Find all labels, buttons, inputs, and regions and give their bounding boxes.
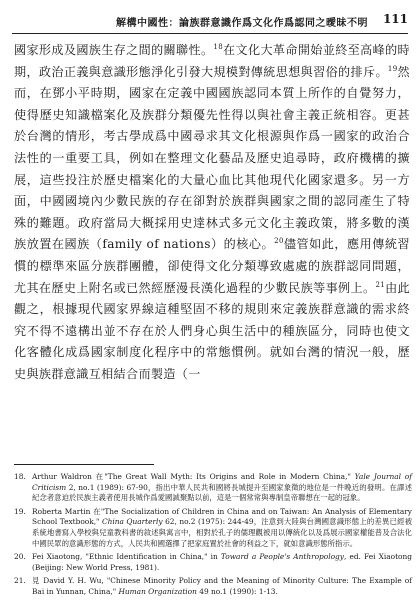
footnote-text: 見 David Y. H. Wu, "Chinese Minority Policy and the Meaning of Minority Culture: The Example of Bai in Yunnan, China," Human Organization 49 no.1 (1990): 1-13. <box>32 576 412 596</box>
body-segment: 由此觀之，根據現代國家界線這種堅固不移的規則來定義族群意識的需求終究不得不遠構出並不存在於人們身心與生活中的種族區分，同時也使文化客體化成爲國家制度化程序中的常態慣例。就如台灣的情況一般，歷史與族群意識互相結合而製造（一 <box>14 280 411 381</box>
body-segment: 國家形成及國族生存之間的關聯性。 <box>14 43 214 57</box>
footnote-ref-21[interactable]: 21 <box>375 280 386 289</box>
book-title: Toward a People's Anthropology <box>220 552 344 562</box>
journal-title: China Quarterly <box>101 517 163 527</box>
main-body-text <box>14 40 410 386</box>
footnote-18 <box>14 472 412 504</box>
footnote-19 <box>14 507 412 549</box>
page-header <box>0 0 420 36</box>
journal-title: Yale Journal of Criticism <box>32 472 412 492</box>
footnote-number: 18. <box>14 472 26 481</box>
footnote-number: 19. <box>14 506 26 516</box>
footnote-text: Fei Xiaotong, "Ethnic Identification in China," in Toward a People's Anthropology, ed. Fei Xiaotong (Beijing: New World Press, 1981). <box>32 552 412 572</box>
running-title: 解構中國性：論族群意識作爲文化作爲認同之曖昧不明 <box>116 18 368 29</box>
header-rule <box>12 33 408 34</box>
footnote-ref-19[interactable]: 19 <box>387 64 398 73</box>
body-segment: 在文化大革命開始並終至高峰的時期，政治正義與意識形態淨化引發大規模對傳統思想與習俗的排斥。 <box>14 43 410 79</box>
footnote-20 <box>14 552 412 573</box>
body-segment: 儘管如此，應用傳統習慣的標準來區分族群團體，卻使得文化分類導致處處的族群認同問題，尤其在歷史上附名或已然經歷漫長漢化過程的少數民族等事例上。 <box>14 237 410 295</box>
footnote-number: 20. <box>14 552 26 562</box>
footnote-ref-20[interactable]: 20 <box>274 237 284 246</box>
footnote-ref-18[interactable]: 18 <box>213 42 224 51</box>
footnote-21 <box>14 576 412 597</box>
footnote-text: Roberta Martin 在"The Socialization of Children in China and on Taiwan: An Analysis of Elementary School Textbook," China Quarterly 62, no.2 (1975): 244-49，注意到大陸與台灣國意識形態上的差異已經被系統地書寫入學校與兒童教科書的敘述與寓言中，相對於孔子的儒理觀被用以傳統化以及爲展示國家權能普及合法化中國民眾的意識形態的方式，人民共和國選擇了把家庭置於社會的利益之下，就如意識形態所指示。 <box>32 506 413 548</box>
footnote-rule <box>14 464 154 465</box>
page-number: 111 <box>382 12 408 26</box>
footnotes <box>14 472 412 601</box>
journal-title: Human Organization <box>118 586 197 596</box>
body-segment: 然而，在鄧小平時期，國家在定義中國國族認同本質上所作的自覺努力，使得歷史知識檔案化及族群分類優先性得以與社會主義正統相容。更甚於台灣的情形，考古學成爲中國尋求其文化根源與作爲一國家的政治合法性的一重要工具，例如在整理文化藝品及歷史追尋時，政府機構的擴展，這些投注於歷史檔案化的大量心血比其他現代化國家還多。另一方面，中國國境內少數民族的存在卻對於族群與國家之間的認同產生了特殊的難題。政府當局大概採用史達林式多元文化主義政策，將多數的漢族放置在國族（family of nations）的核心。 <box>14 64 410 252</box>
footnote-number: 21. <box>14 576 26 586</box>
footnote-text: Arthur Waldron 在"The Great Wall Myth: Its Origins and Role in Modern China," Yale Journal of Criticism 2, no.1 (1989): 67-90，指出中華人民共和國將長城提升至國家象徵的地位是一件晚近的發明。在譯述紀念者意迫於民族主義者使用長城作爲愛國誠聚點以前，這是一個常常與專制皇帝聯想在一起的冠象。 <box>32 472 412 503</box>
